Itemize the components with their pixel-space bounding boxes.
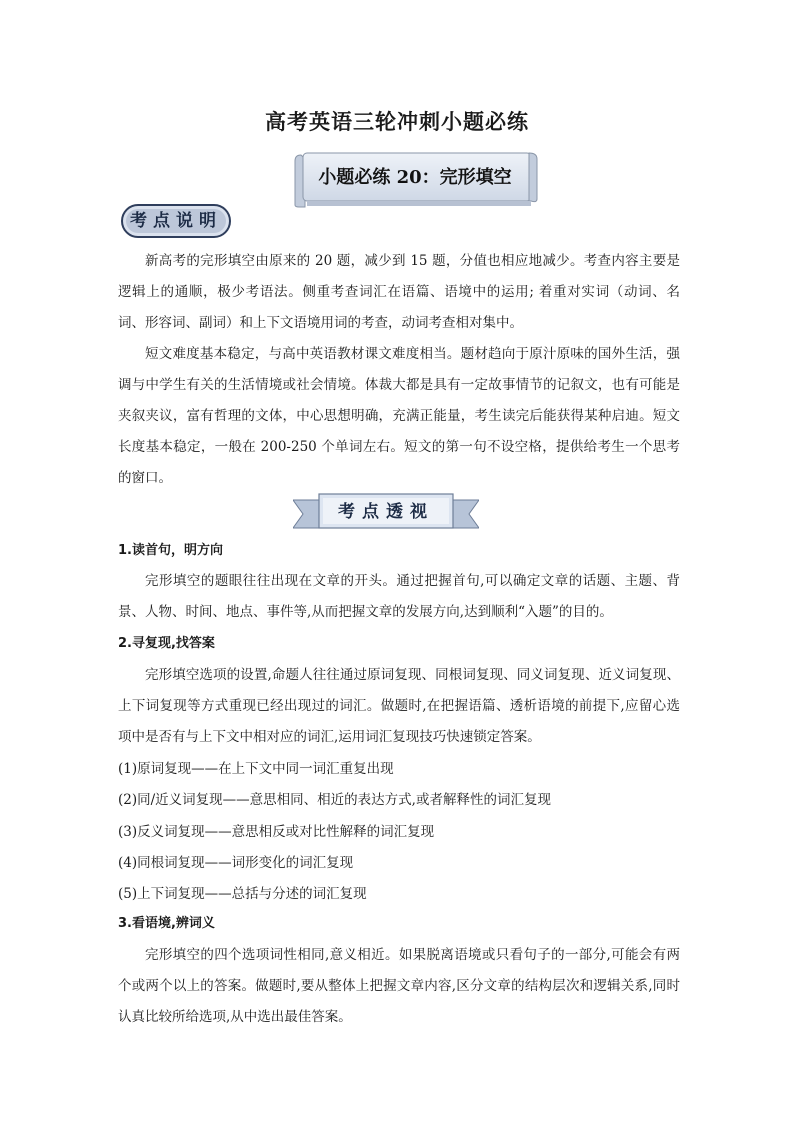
badge-text: 考点透视 <box>338 502 434 522</box>
badge-text: 考点说明 <box>130 211 222 231</box>
section-body-1: 完形填空的题眼往往出现在文章的开头。通过把握首句,可以确定文章的话题、主题、背景、人物、时间、地点、事件等,从而把握文章的发展方向,达到顺利“入题”的目的。 <box>118 573 680 620</box>
section-heading-2: 2.寻复现,找答案 <box>118 636 215 651</box>
subtitle-scroll-banner <box>293 149 539 209</box>
badge-kaodian-toushi <box>293 490 479 534</box>
section-heading-3: 3.看语境,辨词义 <box>118 916 215 931</box>
badge-kaodian-shuoming <box>120 203 232 239</box>
page-title: 高考英语三轮冲刺小题必练 <box>265 109 529 134</box>
list-item: (4)同根词复现——词形变化的词汇复现 <box>118 855 354 871</box>
list-item: (3)反义词复现——意思相反或对比性解释的词汇复现 <box>118 824 435 840</box>
list-item: (2)同/近义词复现——意思相同、相近的表达方式,或者解释性的词汇复现 <box>118 792 551 808</box>
list-item: (5)上下词复现——总括与分述的词汇复现 <box>118 886 367 902</box>
section-heading-1: 1.读首句，明方向 <box>118 543 223 558</box>
intro-paragraph-2: 短文难度基本稳定，与高中英语教材课文难度相当。题材趋向于原汁原味的国外生活，强调与中学生有关的生活情境或社会情境。体裁大都是具有一定故事情节的记叙文，也有可能是夹叙夹议，富有哲理的文体，中心思想明确，充满正能量，考生读完后能获得某种启迪。短文长度基本稳定，一般在 200-250 个单词左右。短文的第一句不设空格，提供给考生一个思考的窗口。 <box>118 346 680 486</box>
subtitle-text: 小题必练 20：完形填空 <box>318 167 512 188</box>
section-body-2: 完形填空选项的设置,命题人往往通过原词复现、同根词复现、同义词复现、近义词复现、上下词复现等方式重现已经出现过的词汇。做题时,在把握语篇、透析语境的前提下,应留心选项中是否有与上下文中相对应的词汇,运用词汇复现技巧快速锁定答案。 <box>118 667 680 745</box>
section-body-3: 完形填空的四个选项词性相同,意义相近。如果脱离语境或只看句子的一部分,可能会有两个或两个以上的答案。做题时,要从整体上把握文章内容,区分文章的结构层次和逻辑关系,同时认真比较所给选项,从中选出最佳答案。 <box>118 947 680 1025</box>
intro-paragraph-1: 新高考的完形填空由原来的 20 题，减少到 15 题，分值也相应地减少。考查内容主要是逻辑上的通顺，极少考语法。侧重考查词汇在语篇、语境中的运用; 着重对实词（动词、名词、形容词、副词）和上下文语境用词的考查，动词考查相对集中。 <box>118 253 680 331</box>
list-item: (1)原词复现——在上下文中同一词汇重复出现 <box>118 761 394 777</box>
